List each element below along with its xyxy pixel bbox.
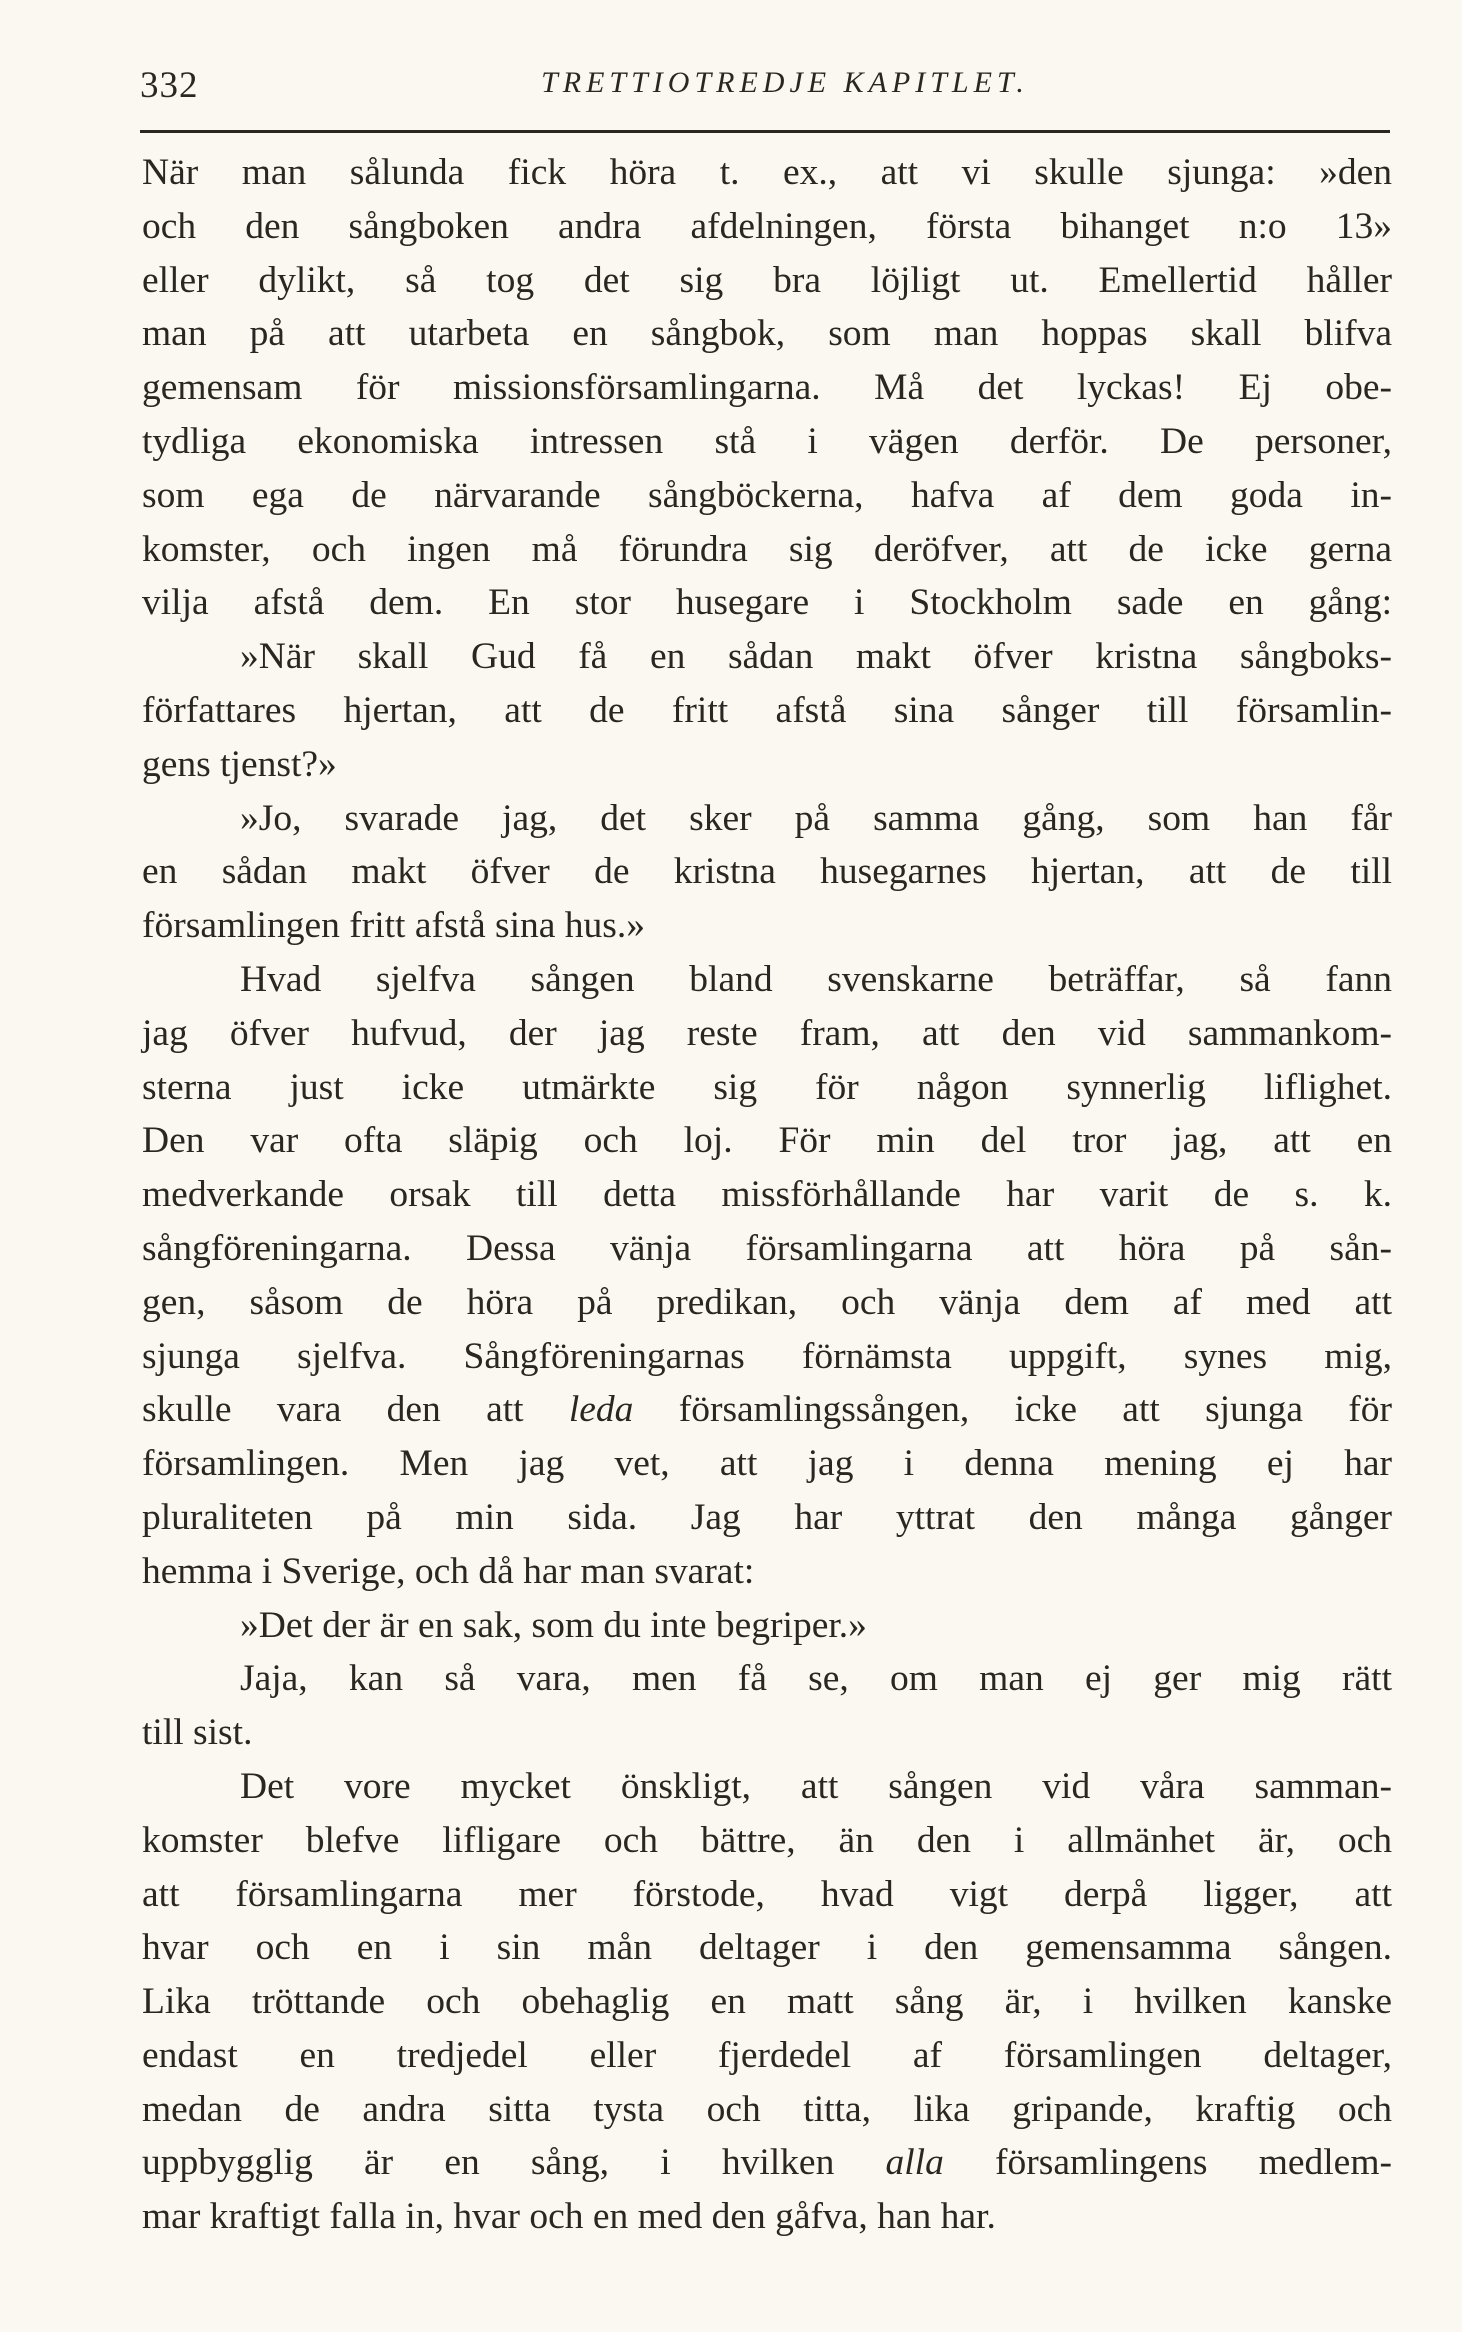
text-line: vilja afstå dem. En stor husegare i Stockholm sade en gång: xyxy=(142,582,1392,624)
text-line: till sist. xyxy=(142,1712,253,1754)
text-line: att församlingarna mer förstode, hvad vigt derpå ligger, att xyxy=(142,1873,1392,1915)
text-line: man på att utarbeta en sångbok, som man hoppas skall blifva xyxy=(142,313,1392,355)
page-number: 332 xyxy=(140,65,199,106)
text-line: »När skall Gud få en sådan makt öfver kristna sångboks- xyxy=(240,636,1392,678)
text-line: Hvad sjelfva sången bland svenskarne beträffar, så fann xyxy=(240,958,1392,1000)
text-line: gen, såsom de höra på predikan, och vänja dem af med att xyxy=(142,1281,1392,1323)
text-line: författares hjertan, att de fritt afstå sina sånger till församlin- xyxy=(142,689,1392,731)
text-line: gens tjenst?» xyxy=(142,743,337,785)
text-line: jag öfver hufvud, der jag reste fram, att den vid sammankom- xyxy=(142,1012,1392,1054)
text-segment: församlingssången, icke att sjunga för xyxy=(633,1389,1392,1431)
text-line: mar kraftigt falla in, hvar och en med den gåfva, han har. xyxy=(142,2196,996,2238)
text-line: tydliga ekonomiska intressen stå i vägen derför. De personer, xyxy=(142,420,1392,462)
text-line: Jaja, kan så vara, men få se, om man ej ger mig rätt xyxy=(240,1658,1392,1700)
text-segment: uppbygglig är en sång, i hvilken xyxy=(142,2142,886,2184)
text-line: Lika tröttande och obehaglig en matt sång är, i hvilken kanske xyxy=(142,1981,1392,2023)
text-line xyxy=(142,2136,1392,2190)
text-line xyxy=(142,1383,1392,1437)
body-text xyxy=(142,146,1392,2244)
text-line: komster, och ingen må förundra sig deröfver, att de icke gerna xyxy=(142,528,1392,570)
text-line: medverkande orsak till detta missförhållande har varit de s. k. xyxy=(142,1174,1392,1216)
text-line: sångföreningarna. Dessa vänja församlingarna att höra på sån- xyxy=(142,1227,1392,1269)
text-segment: församlingens medlem- xyxy=(943,2142,1392,2184)
text-line: gemensam för missionsförsamlingarna. Må det lyckas! Ej obe- xyxy=(142,367,1392,409)
text-line: När man sålunda fick höra t. ex., att vi skulle sjunga: »den xyxy=(142,152,1392,193)
text-line: hemma i Sverige, och då har man svarat: xyxy=(142,1550,755,1592)
text-line: församlingen fritt afstå sina hus.» xyxy=(142,905,646,947)
text-line: som ega de närvarande sångböckerna, hafva af dem goda in- xyxy=(142,474,1392,516)
text-line: och den sångboken andra afdelningen, första bihanget n:o 13» xyxy=(142,205,1392,247)
emphasis: leda xyxy=(568,1389,634,1431)
text-line: »Det der är en sak, som du inte begriper.» xyxy=(240,1604,867,1646)
text-line: sterna just icke utmärkte sig för någon synnerlig liflighet. xyxy=(142,1066,1392,1108)
text-line: medan de andra sitta tysta och titta, lika gripande, kraftig och xyxy=(142,2088,1392,2130)
text-line: pluraliteten på min sida. Jag har yttrat den många gånger xyxy=(142,1496,1392,1538)
text-line: »Jo, svarade jag, det sker på samma gång, som han får xyxy=(240,797,1392,839)
page-header xyxy=(140,64,1390,114)
text-line: Den var ofta släpig och loj. För min del tror jag, att en xyxy=(142,1120,1392,1162)
text-segment: skulle vara den att xyxy=(142,1389,569,1431)
emphasis: alla xyxy=(885,2142,944,2184)
text-line: endast en tredjedel eller fjerdedel af församlingen deltager, xyxy=(142,2034,1392,2076)
text-line: sjunga sjelfva. Sångföreningarnas förnämsta uppgift, synes mig, xyxy=(142,1335,1392,1377)
text-line: församlingen. Men jag vet, att jag i denna mening ej har xyxy=(142,1443,1392,1485)
running-title: TRETTIOTREDJE KAPITLET. xyxy=(541,66,1029,99)
text-line: Det vore mycket önskligt, att sången vid våra samman- xyxy=(240,1765,1392,1807)
text-line: komster blefve lifligare och bättre, än den i allmänhet är, och xyxy=(142,1819,1392,1861)
text-line: eller dylikt, så tog det sig bra löjligt ut. Emellertid håller xyxy=(142,259,1392,301)
text-line: hvar och en i sin mån deltager i den gemensamma sången. xyxy=(142,1927,1392,1969)
header-rule xyxy=(140,130,1390,133)
text-line: en sådan makt öfver de kristna husegarnes hjertan, att de till xyxy=(142,851,1392,893)
